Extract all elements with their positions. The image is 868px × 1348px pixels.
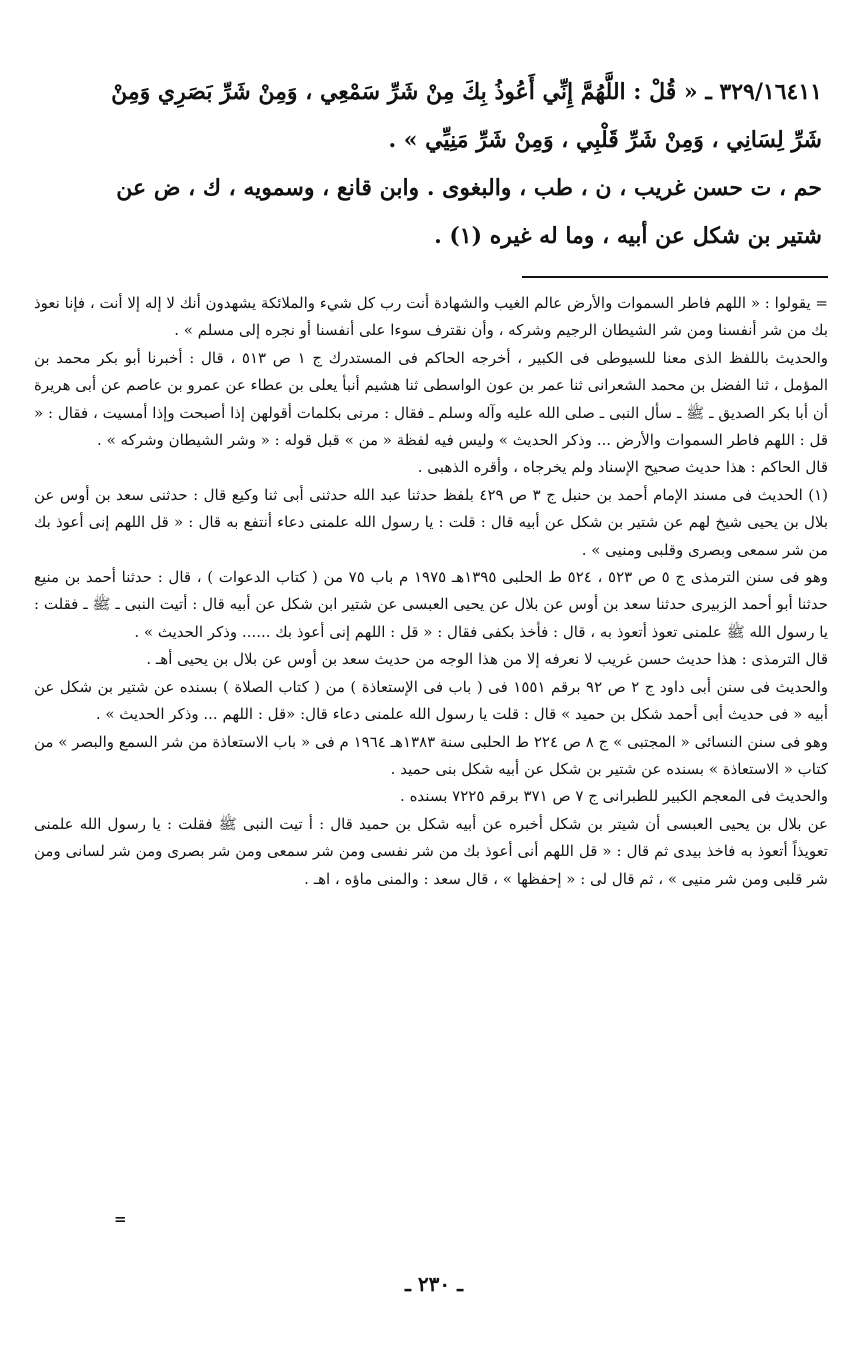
footnote-paragraph: والحديث باللفظ الذى معنا للسيوطى فى الكبير ، أخرجه الحاكم فى المستدرك ج ١ ص ٥١٣ ، قال : أخبرنا أبو بكر محمد بن المؤمل ، ثنا الفضل بن محمد الشعرانى ثنا عمر بن عون الواسطى ثنا هشيم أنبأ يعلى بن عطاء عن عمرو بن عاصم عن أبى هريرة أن أبا بكر الصديق ـ ﷺ ـ سأل النبى ـ صلى الله عليه وآله وسلم ـ فقال : مرنى بكلمات أقولهن إذا أصبحت وإذا أمسيت ، فقال : « قل : اللهم فاطر السموات والأرض ... وذكر الحديث » وليس فيه لفظة « من » قبل قوله : « وشر الشيطان وشركه » . bbox=[34, 348, 828, 450]
hadith-sources-line: حم ، ت حسن غريب ، ن ، طب ، والبغوى . وابن قانع ، وسمويه ، ك ، ض عن bbox=[116, 175, 822, 201]
footnote-paragraph: والحديث فى المعجم الكبير للطبرانى ج ٧ ص ٣٧١ برقم ٧٢٢٥ بسنده . bbox=[400, 787, 828, 806]
footnote-paragraph: = يقولوا : « اللهم فاطر السموات والأرض عالم الغيب والشهادة أنت رب كل شيء والملائكة يشهدون أنك لا إله إلا أنت ، فإنا نعوذ بك من شر أنفسنا ومن شر الشيطان الرجيم وشركه ، وأن نقترف سوءا على أنفسنا أو نجره إلى مسلم » . bbox=[34, 294, 828, 340]
hadith-narrator-line: شتير بن شكل عن أبيه ، وما له غيره (١) . bbox=[434, 223, 822, 249]
footnotes bbox=[34, 290, 829, 1228]
footnote-paragraph: عن بلال بن يحيى العبسى أن شيتر بن شكل أخبره عن أبيه شكل بن حميد قال : أ تيت النبى ﷺ فقلت : يا رسول الله علمنى تعويذاً أتعوذ به فاخذ بيدى ثم قال : « قل اللهم أنى أعوذ بك من شر نفسى ومن شر سمعى ومن شر بصرى ومن شر لسانى ومن شر قلبى ومن شر منيى » ، ثم قال لى : « إحفظها » ، قال سعد : والمنى ماؤه ، اهـ . bbox=[34, 814, 828, 888]
footnote-paragraph: قال الترمذى : هذا حديث حسن غريب لا نعرفه إلا من هذا الوجه من حديث سعد بن أوس عن بلال بن يحيى أهـ . bbox=[146, 650, 828, 669]
hadith-line-2: شَرِّ لِسَانِي ، وَمِنْ شَرِّ قَلْبِي ، وَمِنْ شَرِّ مَنِيِّي » . bbox=[388, 127, 822, 153]
footnote-paragraph: وهو فى سنن النسائى « المجتبى » ج ٨ ص ٢٢٤ ط الحلبى سنة ١٣٨٣هـ ١٩٦٤ م فى « باب الاستعاذة من شر السمع والبصر » من كتاب « الاستعاذة » بسنده عن شتير بن شكل عن أبيه شكل بنى حميد . bbox=[34, 732, 829, 778]
footnote-paragraph: (١) الحديث فى مسند الإمام أحمد بن حنبل ج ٣ ص ٤٢٩ بلفظ حدثنا عبد الله حدثنى أبى ثنا وكيع قال : حدثنى سعد بن أوس عن بلال بن يحيى شيخ لهم عن شتير بن شكل عن أبيه قال : قلت : يا رسول الله علمنى دعاء أنتفع به قال : « قل اللهم إنى أعوذ بك من شر سمعى وبصرى وقلبى ومنيى » . bbox=[34, 485, 829, 559]
footnote-paragraph: قال الحاكم : هذا حديث صحيح الإسناد ولم يخرجاه ، وأقره الذهبى . bbox=[417, 458, 828, 477]
footnote-separator bbox=[522, 276, 828, 278]
continuation-mark: = bbox=[114, 1210, 127, 1228]
hadith-line-1: ٣٢٩/١٦٤١١ ـ « قُلْ : اللَّهُمَّ إِنِّي أَعُوذُ بِكَ مِنْ شَرِّ سَمْعِي ، وَمِنْ شَرِّ بَصَرِي وَمِنْ bbox=[111, 79, 822, 105]
hadith-main-text bbox=[34, 68, 822, 260]
page-number: ـ ٢٣٠ ـ bbox=[405, 1272, 463, 1296]
footnote-paragraph: والحديث فى سنن أبى داود ج ٢ ص ٩٢ برقم ١٥٥١ فى ( باب فى الإستعاذة ) من ( كتاب الصلاة ) بسنده عن شتير بن شكل عن أبيه « فى حديث أبى أحمد شكل بن حميد » قال : قلت يا رسول الله علمنى دعاء قال: «قل : اللهم ... وذكر الحديث » . bbox=[34, 677, 828, 724]
footnote-paragraph: وهو فى سنن الترمذى ج ٥ ص ٥٢٣ ، ٥٢٤ ط الحلبى ١٣٩٥هـ ١٩٧٥ م باب ٧٥ من ( كتاب الدعوات ) ، قال : حدثنا أحمد بن منيع حدثنا أبو أحمد الزبيرى حدثنا سعد بن أوس عن بلال عن يحيى العبسى عن شتير ابن شكل عن أبيه قال : أتيت النبى ـ ﷺ ـ فقلت : يا رسول الله ﷺ علمنى تعوذ أتعوذ به ، قال : فأخذ بكفى فقال : « قل : اللهم إنى أعوذ بك ...... وذكر الحديث » . bbox=[34, 568, 828, 641]
